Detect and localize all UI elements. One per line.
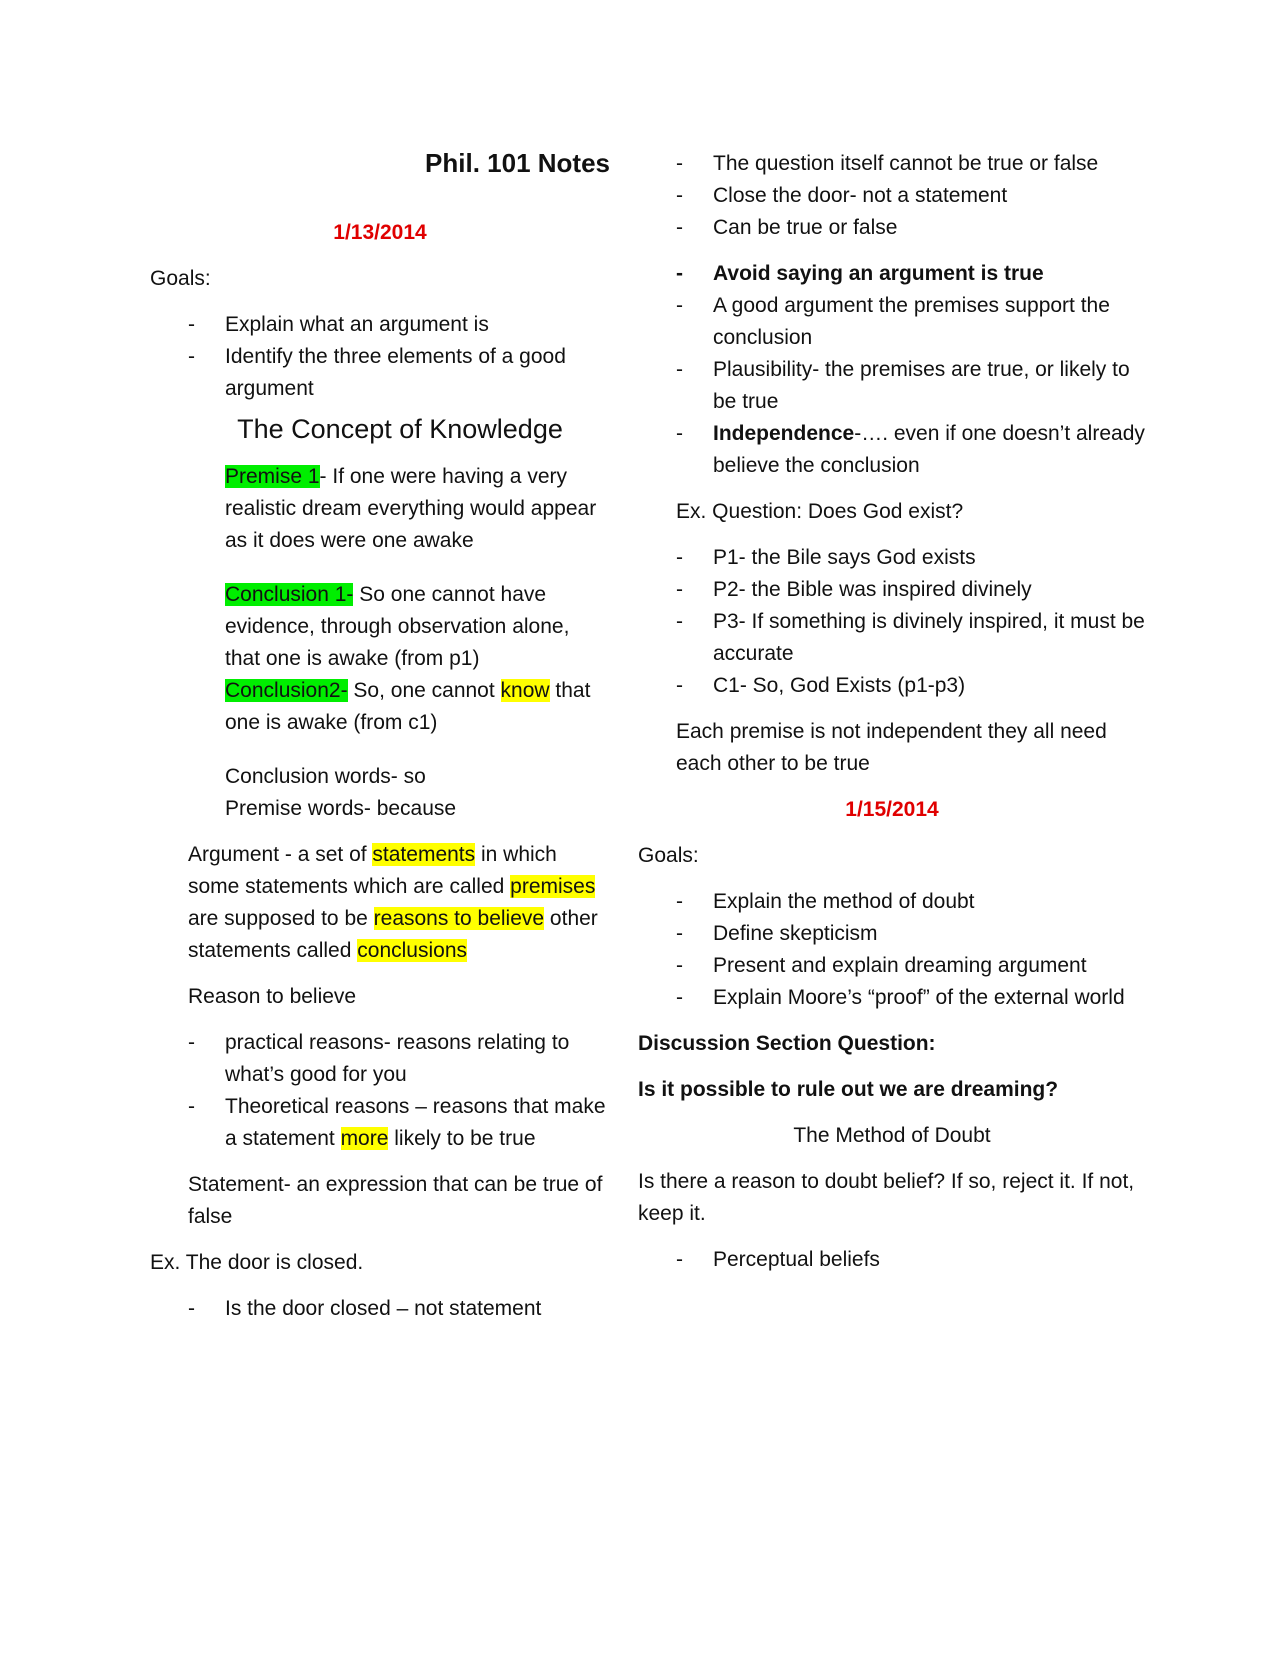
note-item: - Plausibility- the premises are true, or likely to be true: [638, 354, 1146, 418]
concept-heading: The Concept of Knowledge: [237, 414, 563, 444]
note-text: -…. even if one doesn’t already believe the conclusion: [713, 422, 1145, 477]
goal-item: - Present and explain dreaming argument: [638, 950, 1146, 982]
reason-item: [150, 1091, 610, 1155]
reason-label: Reason to believe: [188, 985, 357, 1008]
premise-text: - If one were having a very realistic dream everything would appear as it does were one awake: [225, 465, 597, 552]
method-heading: The Method of Doubt: [793, 1124, 991, 1147]
discussion-question: Is it possible to rule out we are dreaming?: [638, 1078, 1059, 1101]
conclusion-tag: Conclusion2-: [225, 679, 348, 702]
example-line: Ex. The door is closed.: [150, 1251, 364, 1274]
date-heading: 1/13/2014: [333, 221, 427, 244]
belief-item: - Perceptual beliefs: [638, 1244, 1146, 1276]
each-premise-note: Each premise is not independent they all need each other to be true: [676, 720, 1107, 775]
premise-item: - C1- So, God Exists (p1-p3): [638, 670, 1146, 702]
premise-tag: Premise 1: [225, 465, 320, 488]
premise-item: - P2- the Bible was inspired divinely: [638, 574, 1146, 606]
argument-definition: [150, 839, 610, 967]
highlight-word: premises: [510, 875, 596, 898]
discussion-heading: Discussion Section Question:: [638, 1032, 936, 1055]
question-notes-list: [638, 148, 1146, 244]
goal-item: - Explain the method of doubt: [638, 886, 1146, 918]
goal-item: - Explain Moore’s “proof” of the external world: [638, 982, 1146, 1014]
def-text: other statements called: [188, 907, 598, 962]
argument-notes-list: [638, 258, 1146, 482]
reason-item: - practical reasons- reasons relating to what’s good for you: [150, 1027, 610, 1091]
highlight-word: conclusions: [357, 939, 467, 962]
goal-item: - Explain what an argument is: [150, 309, 610, 341]
def-text: in which some statements which are called: [188, 843, 557, 898]
def-text: are supposed to be: [188, 907, 374, 930]
bold-term: Independence: [713, 422, 855, 445]
conclusion-2: [150, 675, 610, 739]
note-item: - Close the door- not a statement: [638, 180, 1146, 212]
example-item: - Is the door closed – not statement: [150, 1293, 610, 1325]
goals-label: Goals:: [150, 267, 211, 290]
example-question: Ex. Question: Does God exist?: [676, 500, 964, 523]
conclusion-tag: Conclusion 1-: [225, 583, 354, 606]
premise-1: [150, 461, 610, 557]
highlight-word: know: [500, 679, 550, 702]
def-text: Argument - a set of: [188, 843, 373, 866]
note-item: [638, 418, 1146, 482]
doubt-text: Is there a reason to doubt belief? If so, reject it. If not, keep it.: [638, 1170, 1135, 1225]
goals-list: [638, 886, 1146, 1014]
premise-words: Premise words- because: [225, 797, 457, 820]
reason-text: Theoretical reasons – reasons that make a statement: [225, 1095, 606, 1150]
conclusion-text: So, one cannot: [347, 679, 501, 702]
goals-label: Goals:: [638, 844, 699, 867]
date-heading: 1/15/2014: [845, 798, 939, 821]
conclusion-text: that one is awake (from c1): [225, 679, 591, 734]
conclusion-text: So one cannot have evidence, through observation alone, that one is awake (from p1): [225, 583, 570, 670]
premises-list: [638, 542, 1146, 702]
conclusion-1: [150, 579, 610, 675]
highlight-word: reasons to believe: [373, 907, 545, 930]
beliefs-list: [638, 1244, 1146, 1276]
goal-item: - Identify the three elements of a good argument: [150, 341, 610, 405]
highlight-word: more: [340, 1127, 389, 1150]
document-title: Phil. 101 Notes: [425, 148, 610, 178]
goal-item: - Define skepticism: [638, 918, 1146, 950]
note-item: - A good argument the premises support the conclusion: [638, 290, 1146, 354]
premise-item: - P1- the Bile says God exists: [638, 542, 1146, 574]
highlight-word: statements: [372, 843, 476, 866]
right-column: [638, 148, 1146, 1276]
note-item: - The question itself cannot be true or false: [638, 148, 1146, 180]
example-list: [150, 1293, 610, 1325]
note-item: - Avoid saying an argument is true: [638, 258, 1146, 290]
reason-text: likely to be true: [388, 1127, 536, 1150]
statement-definition: Statement- an expression that can be true of false: [188, 1173, 603, 1228]
left-column: [150, 148, 610, 1325]
reason-list: [150, 1027, 610, 1155]
note-item: - Can be true or false: [638, 212, 1146, 244]
conclusion-words: Conclusion words- so: [225, 765, 426, 788]
goals-list: [150, 309, 610, 405]
premise-item: - P3- If something is divinely inspired, it must be accurate: [638, 606, 1146, 670]
